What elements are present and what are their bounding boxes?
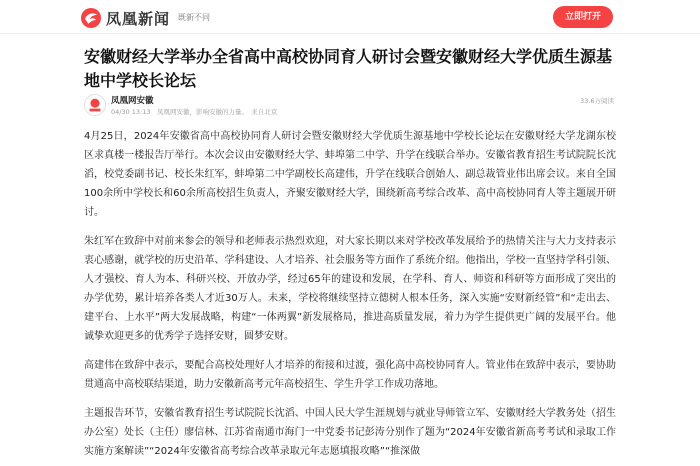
article-paragraph: 高建伟在致辞中表示，要配合高校处理好人才培养的衔接和过渡，强化高中高校协同育人。管业伟在致辞中表示，要协助贯通高中高校联结渠道，助力安徽新高考元年高校招生、学生升学工作成功落地。 bbox=[84, 360, 616, 390]
author-meta: 04/30 13:13 凤凰网安徽，影响安徽的力量。 来自北京 bbox=[111, 108, 278, 116]
view-count: 33.6万阅读 bbox=[580, 97, 614, 105]
author-row bbox=[84, 93, 614, 119]
phoenix-logo-icon[interactable] bbox=[80, 7, 102, 29]
open-app-button[interactable]: 立即打开 bbox=[553, 6, 613, 28]
article-paragraph: 4月25日，2024年安徽省高中高校协同育人研讨会暨安徽财经大学优质生源基地中学校长论坛在安徽财经大学龙湖东校区求真楼一楼报告厅举行。本次会议由安徽财经大学、蚌埠第二中学、升学在线联合举办。安徽省教育招生考试院院长沈滔，校党委副书记、校长朱红军，蚌埠第二中学副校长高建伟，升学在线联合创始人、副总裁管业伟出席会议。来自全国100余所中学校长和60余所高校招生负责人，齐聚安徽财经大学，围绕新高考综合改革、高中高校协同育人等主题展开研讨。 bbox=[84, 131, 616, 218]
article-body bbox=[84, 127, 616, 466]
author-avatar[interactable] bbox=[84, 94, 106, 116]
author-name[interactable]: 凤凰网安徽 bbox=[111, 96, 154, 106]
article-title: 安徽财经大学举办全省高中高校协同育人研讨会暨安徽财经大学优质生源基地中学校长论坛 bbox=[84, 47, 613, 90]
article-paragraph: 朱红军在致辞中对前来参会的领导和老师表示热烈欢迎，对大家长期以来对学校改革发展给予的热情关注与大力支持表示衷心感谢，就学校的历史沿革、学科建设、人才培养、社会服务等方面作了系统介绍。他指出，学校一直坚持学科引领、人才强校、育人为本、科研兴校、开放办学，经过65年的建设和发展，在学科、育人、师资和科研等方面形成了突出的办学优势，累计培养各类人才近30万人。未来，学校将继续坚持立德树人根本任务，深入实施“安财新经管”和“走出去、建平台、上水平”两大发展战略，构建“一体两翼”新发展格局，推进高质量发展，着力为学生提供更广阔的发展平台。他诚挚欢迎更多的优秀学子选择安财，圆梦安财。 bbox=[84, 236, 616, 342]
article-paragraph: 主题报告环节，安徽省教育招生考试院院长沈滔、中国人民大学生涯规划与就业导师管立军、安徽财经大学教务处（招生办公室）处长（主任）廖信林、江苏省南通市海门一中党委书记彭涛分别作了题为“2024年安徽省新高考考试和录取工作实施方案解读”“2024年安徽省高考综合改革录取元年志愿填报攻略”“推深做 bbox=[84, 408, 616, 457]
logo-slogan: 既新不同 bbox=[178, 13, 210, 22]
logo-text[interactable]: 凤凰新闻 bbox=[106, 10, 171, 28]
top-bar bbox=[0, 0, 700, 34]
